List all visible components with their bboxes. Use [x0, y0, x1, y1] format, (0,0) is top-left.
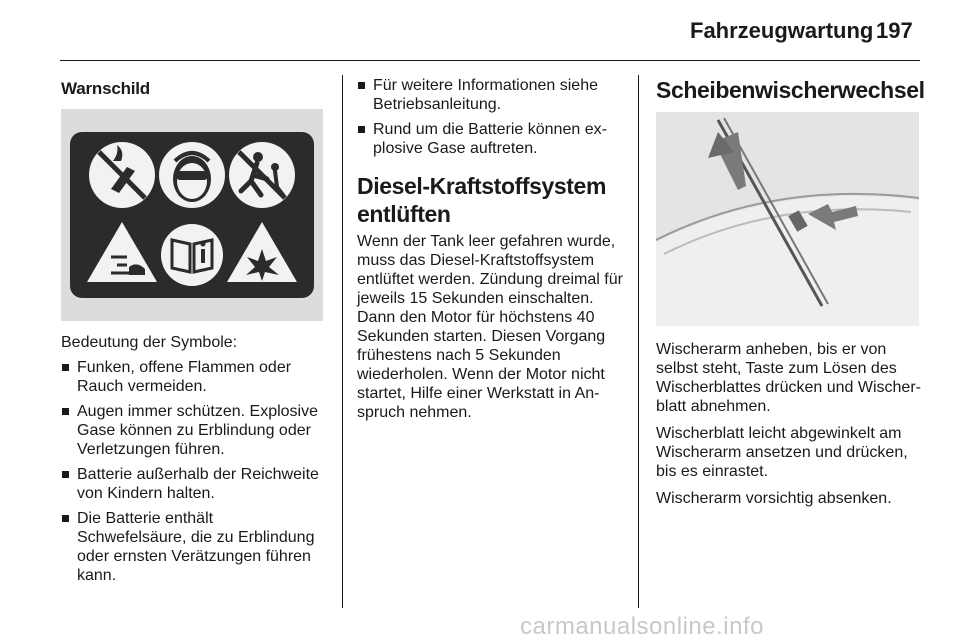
no-fire-icon [89, 142, 155, 208]
symbols-list [61, 358, 326, 585]
list-item: Augen immer schützen. Explosive Gase können zu Erblindung oder Verletzungen führen. [61, 402, 326, 459]
page-number: 197 [876, 18, 913, 43]
section-heading-warnschild: Warnschild [61, 79, 150, 98]
header-rule [60, 60, 920, 61]
column-diesel [357, 76, 627, 430]
read-manual-icon [161, 224, 223, 286]
column-divider-1 [342, 75, 343, 608]
watermark: carmanualsonline.info [520, 613, 764, 640]
wiper-figure [656, 112, 919, 326]
warning-symbols-panel [61, 109, 323, 321]
symbols-list-continued [357, 76, 627, 158]
list-item: Batterie außerhalb der Reichweite von Kindern halten. [61, 465, 326, 503]
list-item: Rund um die Batterie können explosive Gase auftreten. [357, 120, 627, 158]
lift-arrow-icon [708, 132, 746, 190]
wiper-illustration [656, 112, 919, 326]
list-item: Die Batterie enthält Schwefelsäure, die zu Erblindung oder ernsten Verätzungen führen kann. [61, 509, 326, 585]
page-header-title: Fahrzeugwartung [690, 18, 874, 43]
keep-away-children-icon [229, 142, 295, 208]
symbols-intro: Bedeutung der Symbole: [61, 334, 238, 351]
column-wiper [656, 76, 925, 516]
wiper-paragraph: Wischerarm vorsichtig absenken. [656, 490, 892, 507]
warning-label-figure [61, 109, 323, 321]
list-item: Funken, offene Flammen oder Rauch vermeiden. [61, 358, 326, 396]
column-warning-label [61, 76, 326, 591]
eye-protection-icon [159, 142, 225, 208]
wiper-paragraph: Wischerarm anheben, bis er von selbst steht, Taste zum Lösen des Wischerblattes drücken und Wischerblatt abnehmen. [656, 341, 921, 415]
section-heading-wiper: Scheibenwischerwechsel [656, 77, 925, 103]
section-heading-diesel: Diesel-Kraftstoffsystem entlüften [357, 173, 606, 227]
list-item: Für weitere Informationen siehe Betriebsanleitung. [357, 76, 627, 114]
diesel-body: Wenn der Tank leer gefahren wurde, muss das Diesel-Kraftstoffsystem entlüftet werden. Zündung dreimal für jeweils 15 Sekunden einschalten. Dann den Motor für höchstens 40 Sekunden starten. Diesen Vorgang frühestens nach 5 Sekunden wiederholen. Wenn der Motor nicht startet, Hilfe einer Werkstatt in Anspruch nehmen. [357, 233, 623, 421]
column-divider-2 [638, 75, 639, 608]
wiper-paragraph: Wischerblatt leicht abgewinkelt am Wischerarm ansetzen und drücken, bis es einrastet. [656, 425, 908, 480]
